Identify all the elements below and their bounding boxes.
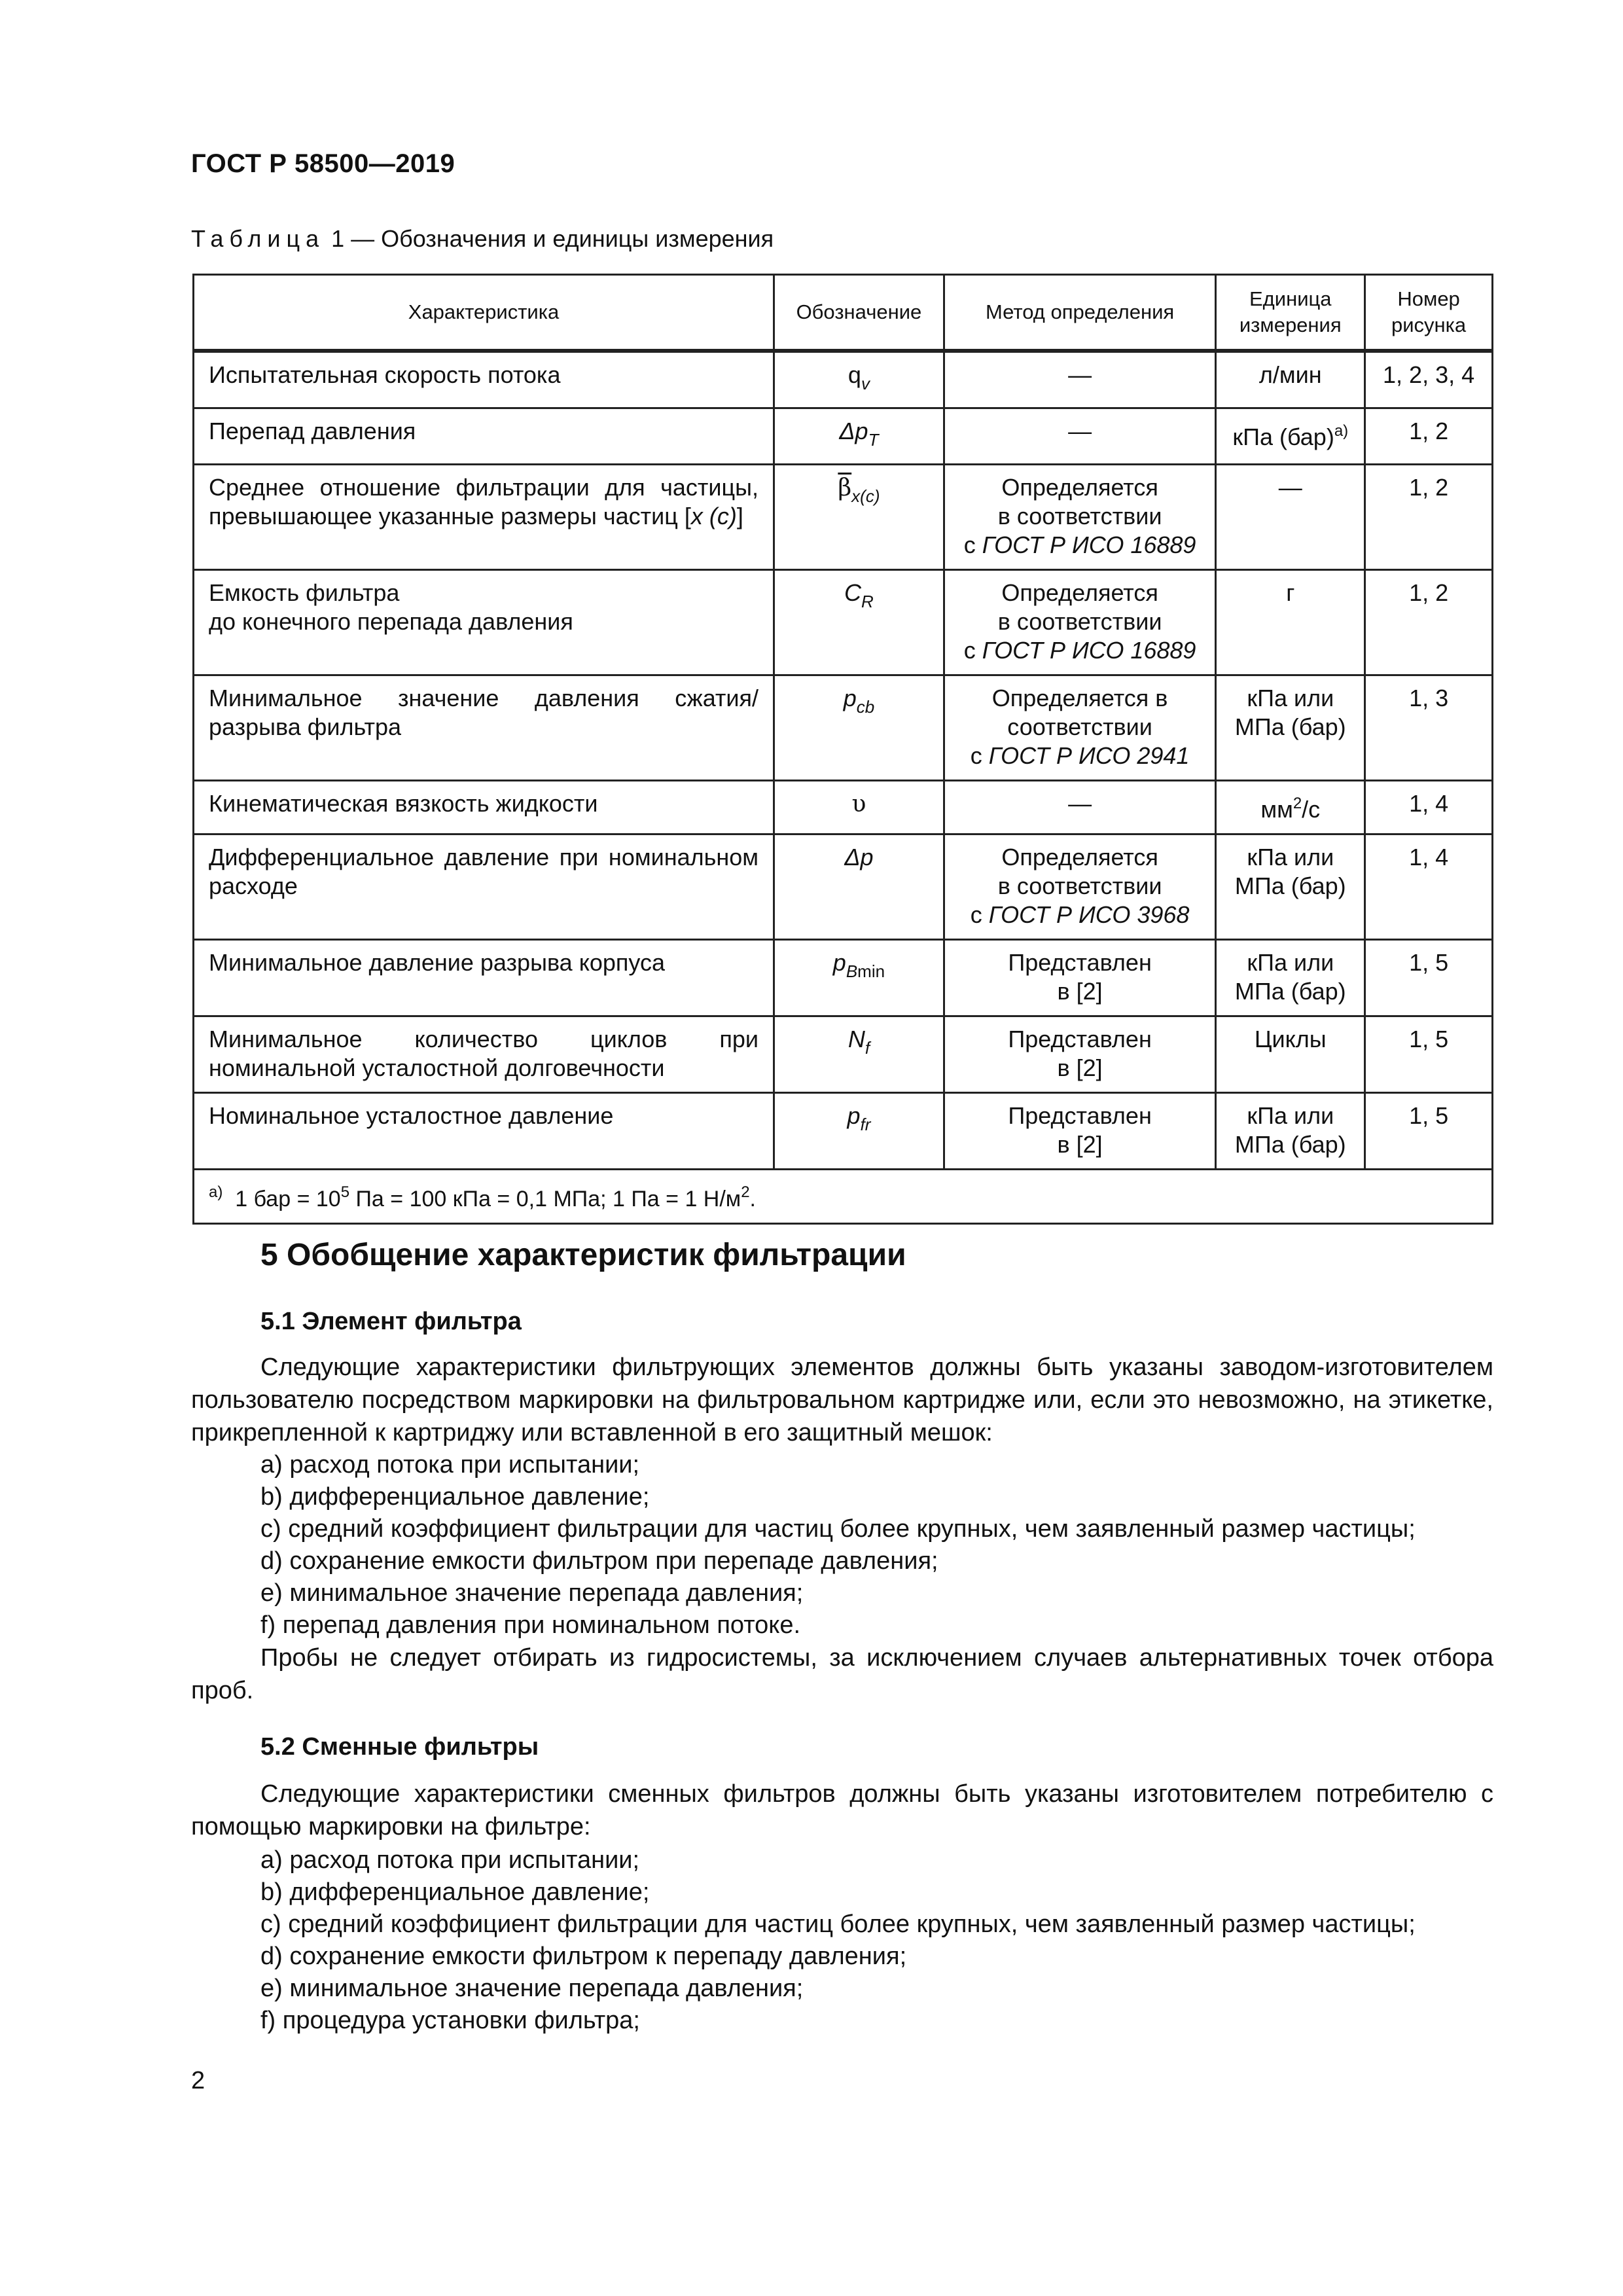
cell-designation: $\overline{\beta}_{x(c)}$ [774, 465, 944, 570]
list-item: e) минимальное значение перепада давления; [260, 1975, 804, 2002]
cell-designation: $\Delta p_T$ [774, 408, 944, 465]
subsection-5-2-title: 5.2 Сменные фильтры [260, 1733, 539, 1761]
cell-unit: Циклы [1216, 1016, 1365, 1093]
cell-characteristic: Дифференциальное давление при номинальном расходе [194, 834, 774, 940]
list-item: a) расход потока при испытании; [260, 1451, 640, 1479]
cell-method: Определяется в соответствии с ГОСТ Р ИСО 16889 [944, 570, 1215, 675]
table-caption-text: 1 — Обозначения и единицы измерения [325, 225, 774, 252]
table-row [194, 570, 1493, 675]
list-item: d) сохранение емкости фильтром при перепаде давления; [260, 1547, 938, 1575]
cell-figure: 1, 4 [1365, 781, 1493, 834]
column-header-designation: Обозначение [774, 275, 944, 351]
cell-designation: υ [774, 781, 944, 834]
cell-unit: кПа или МПа (бар) [1216, 1093, 1365, 1170]
table-footnote: $^{а)}$ 1 бар = $10^5$ Па = 100 кПа = 0,1 МПа; 1 Па = 1 $Н/м^2$. [194, 1170, 1493, 1224]
cell-designation: $N_f$ [774, 1016, 944, 1093]
cell-method: Определяется в соответствии с ГОСТ Р ИСО 16889 [944, 465, 1215, 570]
cell-method: Представлен в [2] [944, 1016, 1215, 1093]
table-row [194, 940, 1493, 1016]
subsection-5-1-intro: Следующие характеристики фильтрующих элементов должны быть указаны заводом-изготовителем пользователю посредством маркировки на фильтровальном картридже или, если это невозможно, на этикетке, прикрепленной к картриджу или вставленной в его защитный мешок: [191, 1354, 1493, 1446]
cell-figure: 1, 5 [1365, 1016, 1493, 1093]
cell-unit: кПа или МПа (бар) [1216, 940, 1365, 1016]
cell-method: — [944, 408, 1215, 465]
cell-method: — [944, 781, 1215, 834]
subsection-5-2-list [260, 1844, 1497, 2037]
subsection-5-1-title: 5.1 Элемент фильтра [260, 1308, 522, 1335]
table-row [194, 1093, 1493, 1170]
cell-figure: 1, 2, 3, 4 [1365, 351, 1493, 408]
cell-unit: г [1216, 570, 1365, 675]
page-number: 2 [191, 2067, 205, 2094]
cell-method: — [944, 351, 1215, 408]
cell-designation: $C_R$ [774, 570, 944, 675]
list-item: b) дифференциальное давление; [260, 1878, 650, 1906]
cell-unit: кПа (бар)$^{а)}$ [1216, 408, 1365, 465]
cell-characteristic: Минимальное давление разрыва корпуса [194, 940, 774, 1016]
cell-figure: 1, 2 [1365, 570, 1493, 675]
cell-characteristic: Испытательная скорость потока [194, 351, 774, 408]
cell-method: Определяется в соответствии с ГОСТ Р ИСО 2941 [944, 675, 1215, 781]
cell-figure: 1, 3 [1365, 675, 1493, 781]
column-header-method: Метод определения [944, 275, 1215, 351]
cell-characteristic: Кинематическая вязкость жидкости [194, 781, 774, 834]
cell-figure: 1, 2 [1365, 408, 1493, 465]
list-item: f) процедура установки фильтра; [260, 2007, 640, 2034]
list-item: c) средний коэффициент фильтрации для частиц более крупных, чем заявленный размер частицы; [260, 1515, 1416, 1543]
cell-unit: — [1216, 465, 1365, 570]
subsection-5-1-tail: Пробы не следует отбирать из гидросистемы, за исключением случаев альтернативных точек отбора проб. [191, 1644, 1493, 1704]
cell-characteristic: Минимальное значение давления сжатия/разрыва фильтра [194, 675, 774, 781]
subsection-5-2-intro: Следующие характеристики сменных фильтров должны быть указаны изготовителем потребителю с помощью маркировки на фильтре: [191, 1780, 1493, 1840]
cell-figure: 1, 5 [1365, 1093, 1493, 1170]
column-header-characteristic: Характеристика [194, 275, 774, 351]
cell-figure: 1, 2 [1365, 465, 1493, 570]
list-item: f) перепад давления при номинальном потоке. [260, 1611, 801, 1639]
list-item: d) сохранение емкости фильтром к перепаду давления; [260, 1943, 907, 1970]
cell-method: Представлен в [2] [944, 940, 1215, 1016]
subsection-5-1-list [260, 1449, 1497, 1641]
column-header-unit: Единица измерения [1216, 275, 1365, 351]
cell-designation: $p_{cb}$ [774, 675, 944, 781]
table-row [194, 1016, 1493, 1093]
table-caption-prefix: Таблица [191, 225, 325, 252]
section-5-title: 5 Обобщение характеристик фильтрации [260, 1238, 906, 1272]
document-header: ГОСТ Р 58500—2019 [191, 149, 455, 178]
cell-designation: $p_{fr}$ [774, 1093, 944, 1170]
table-row [194, 465, 1493, 570]
table-row [194, 834, 1493, 940]
cell-unit: л/мин [1216, 351, 1365, 408]
cell-characteristic: Среднее отношение фильтрации для частицы, превышающее указанные размеры частиц [x (c)] [194, 465, 774, 570]
cell-designation: $p_{Bmin}$ [774, 940, 944, 1016]
cell-unit: $мм^2/с$ [1216, 781, 1365, 834]
cell-designation: $q_v$ [774, 351, 944, 408]
table-row [194, 675, 1493, 781]
list-item: b) дифференциальное давление; [260, 1483, 650, 1511]
cell-method: Определяется в соответствии с ГОСТ Р ИСО 3968 [944, 834, 1215, 940]
table-caption [191, 225, 774, 253]
table-header-row [194, 275, 1493, 351]
column-header-figure: Номер рисунка [1365, 275, 1493, 351]
cell-unit: кПа или МПа (бар) [1216, 675, 1365, 781]
cell-unit: кПа или МПа (бар) [1216, 834, 1365, 940]
cell-characteristic: Минимальное количество циклов при номинальной усталостной долговечности [194, 1016, 774, 1093]
cell-characteristic: Перепад давления [194, 408, 774, 465]
list-item: e) минимальное значение перепада давления; [260, 1579, 804, 1607]
designations-table [192, 274, 1493, 1225]
cell-designation: Δp [774, 834, 944, 940]
table-note-row [194, 1170, 1493, 1224]
cell-figure: 1, 4 [1365, 834, 1493, 940]
table-row [194, 781, 1493, 834]
table-row [194, 351, 1493, 408]
cell-figure: 1, 5 [1365, 940, 1493, 1016]
cell-characteristic: Номинальное усталостное давление [194, 1093, 774, 1170]
cell-method: Представлен в [2] [944, 1093, 1215, 1170]
cell-characteristic: Емкость фильтра до конечного перепада давления [194, 570, 774, 675]
list-item: c) средний коэффициент фильтрации для частиц более крупных, чем заявленный размер частицы; [260, 1910, 1416, 1938]
list-item: a) расход потока при испытании; [260, 1846, 640, 1874]
table-row [194, 408, 1493, 465]
